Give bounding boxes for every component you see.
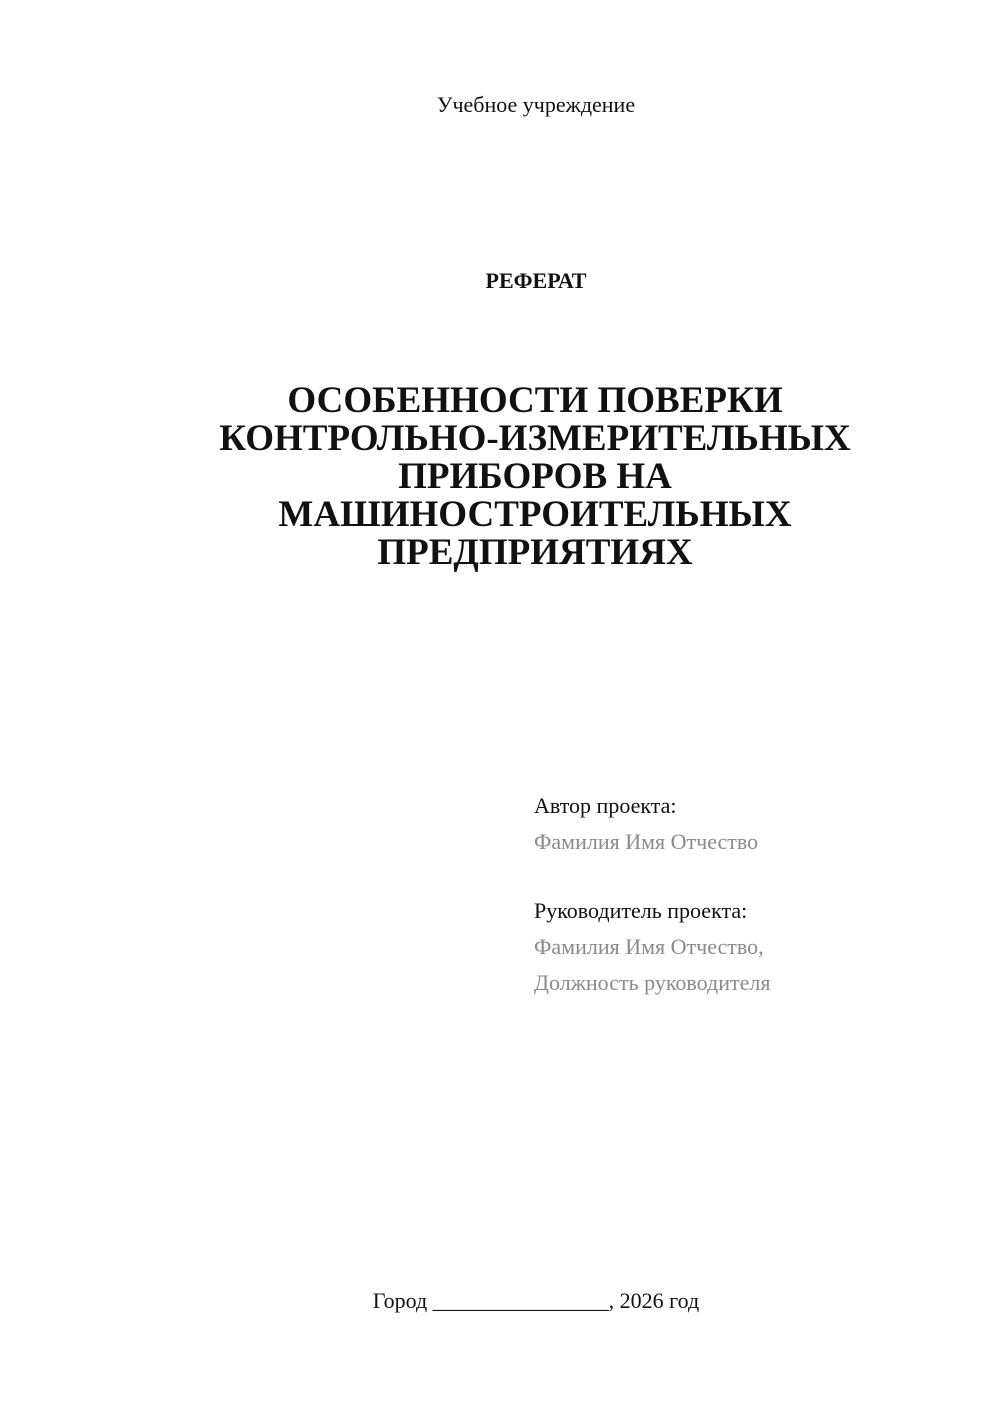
- title-line: МАШИНОСТРОИТЕЛЬНЫХ: [278, 494, 792, 535]
- document-title: [150, 382, 920, 572]
- author-block: [534, 788, 974, 860]
- supervisor-position: Должность руководителя: [534, 970, 771, 995]
- title-line: ОСОБЕННОСТИ ПОВЕРКИ: [287, 380, 783, 421]
- title-line: КОНТРОЛЬНО-ИЗМЕРИТЕЛЬНЫХ: [219, 418, 851, 459]
- author-name: Фамилия Имя Отчество: [534, 829, 759, 854]
- title-line: ПРИБОРОВ НА: [398, 456, 672, 497]
- supervisor-block: [534, 893, 974, 1001]
- institution-name: Учебное учреждение: [436, 92, 636, 117]
- city-year-line: Город ________________, 2026 год: [372, 1288, 700, 1313]
- supervisor-label: Руководитель проекта:: [534, 898, 748, 923]
- author-label: Автор проекта:: [534, 793, 677, 818]
- document-type: РЕФЕРАТ: [485, 268, 587, 293]
- title-line: ПРЕДПРИЯТИЯХ: [377, 532, 693, 573]
- supervisor-name: Фамилия Имя Отчество,: [534, 934, 764, 959]
